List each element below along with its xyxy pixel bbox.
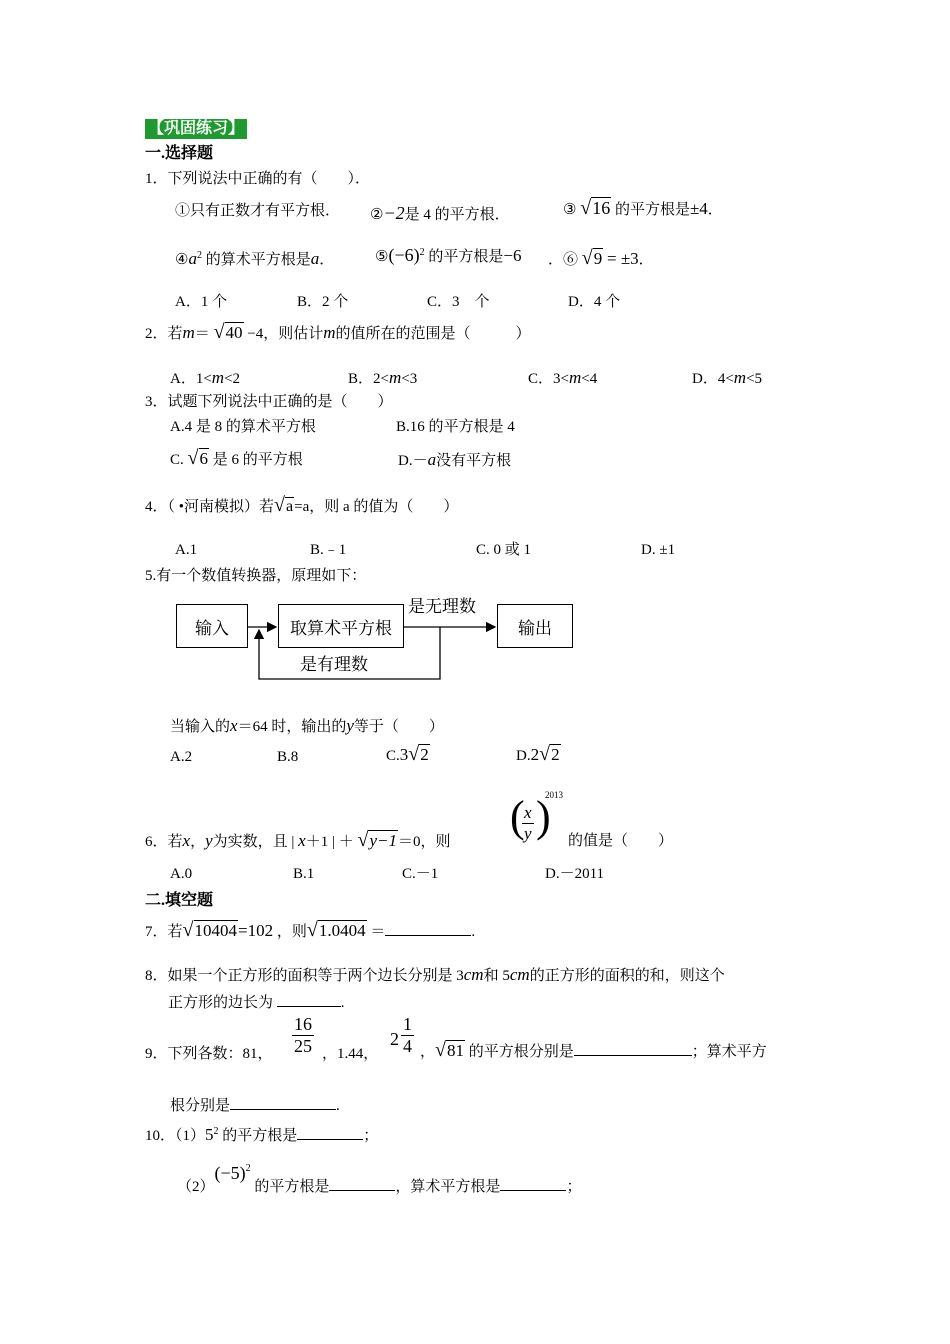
q2-option-d: D．4<m<5 [692,368,763,387]
q5-option-b: B.8 [277,749,299,765]
q3-option-c: C. √6 是 6 的平方根 [170,447,303,469]
q4-option-c: C. 0 或 1 [476,542,532,558]
q1-option-a: A．1 个 [175,294,228,310]
q6-fraction [522,803,534,844]
q4-option-a: A.1 [175,542,198,558]
q9-mid: ，1.44， [322,1046,379,1062]
radical: √1.0404 [306,919,366,941]
q9-line2: 根分别是 . [170,1095,340,1114]
q3-stem: 3．试题下列说法中正确的是（ ） [145,394,393,410]
q5-question: 当输入的x＝64 时，输出的y等于（ ） [170,716,444,735]
q6-exponent: 2013 [545,790,563,800]
flow-box-output: 输出 [497,604,573,648]
q2-option-a: A．1<m<2 [170,368,241,387]
q1-statement-5: $⑤(-6)^2$ 的平方根是−6 [375,245,522,265]
q6-option-c: C.－1 [402,866,439,882]
q10-blank-2[interactable] [329,1176,395,1191]
q6-option-b: B.1 [293,866,315,882]
flow-label-irrational: 是无理数 [408,597,476,616]
q1-option-b: B．2 个 [297,294,349,310]
q8-line2: 正方形的边长为 . [168,992,345,1011]
q4-stem: 4．（ •河南模拟）若√a=a，则 a 的值为（ ） [145,494,459,516]
q9-mixed-fraction [401,1014,414,1057]
radical: √2 [539,743,560,765]
radical: √40 [213,321,243,343]
q2-option-b: B．2<m<3 [348,368,418,387]
q5-option-d: D.2√2 [516,743,560,765]
q1-statement-6: ．⑥ √9 = ±3． [548,247,654,269]
q6-tail: 的值是（ ） [568,833,674,849]
q9-fraction-16-25 [292,1014,314,1057]
q1-statement-3: ③ √16 的平方根是±4． [563,197,723,219]
q2-stem: 2．若m＝ √40 −4，则估计m的值所在的范围是（ ） [145,321,531,343]
q1-option-d: D．4 个 [568,294,621,310]
q1-statement-4: $④a^2$ 的算术平方根是a． [175,249,335,268]
q9-prefix: 9．下列各数：81， [145,1046,273,1062]
q7-stem: 7．若√10404=102 ，则√1.0404 ＝ . [145,919,476,941]
q9-blank-sqrt[interactable] [574,1041,692,1056]
q6-option-a: A.0 [170,866,193,882]
q1-stem: 1．下列说法中正确的有（ ）． [145,171,371,187]
q4-option-b: B.﹣1 [310,542,347,558]
q6-fraction-denominator: y [524,824,532,843]
q3-option-d: D.－a没有平方根 [398,450,512,469]
q10-part2: $(2)(-5)^2$ 的平方根是 ，算术平方根是 ； [177,1163,582,1195]
q1-statement-2: ②−2是 4 的平方根． [370,203,510,223]
radical: √a [274,494,294,516]
section-title-choice: 一.选择题 [145,145,214,162]
section-header: 【巩固练习】 [145,119,247,139]
q4-option-d: D. ±1 [641,542,676,558]
q9-tail: ，√81 的平方根分别是 ；算术平方 [420,1039,767,1061]
q7-answer-blank[interactable] [385,921,471,936]
q10-blank-3[interactable] [500,1176,566,1191]
radical: √y−1 [357,829,397,851]
q6-stem: 6．若x，y为实数，且 | x＋1 | ＋ √y−1＝0，则 [145,829,451,851]
q10-blank-1[interactable] [297,1125,363,1140]
q5-option-c: C.3√2 [386,743,429,765]
q3-option-a: A.4 是 8 的算术平方根 [170,419,316,435]
radical: √2 [408,743,429,765]
q9-fraction-denominator: 25 [294,1036,312,1056]
flow-label-rational: 是有理数 [300,655,368,674]
radical: √9 [581,247,603,269]
radical: √6 [187,447,208,469]
q6-paren-left: ( [510,792,525,841]
q6-fraction-numerator: x [524,803,532,822]
q10-part1: 10．$(1)5^2$ 的平方根是 ； [145,1125,379,1144]
q3-option-b: B.16 的平方根是 4 [396,419,515,435]
q1-statement-1: ①只有正数才有平方根． [175,203,341,219]
q6-option-d: D.－2011 [545,866,605,882]
q1-option-c: C．3 个 [427,294,490,310]
q9-fraction-numerator: 16 [294,1014,312,1034]
section-title-fill: 二.填空题 [145,892,214,909]
q8-answer-blank[interactable] [277,992,341,1007]
radical: √81 [435,1039,464,1061]
radical: √16 [580,197,611,219]
flow-box-sqrt: 取算术平方根 [278,604,404,648]
q5-stem: 5.有一个数值转换器，原理如下： [145,568,367,584]
flow-box-input: 输入 [176,604,248,648]
q2-option-c: C．3<m<4 [528,368,598,387]
q6-paren-right: ) [536,792,551,841]
q9-blank-arith[interactable] [230,1095,336,1110]
q9-mixed-numerator: 1 [403,1014,412,1034]
q9-mixed-denominator: 4 [403,1036,412,1056]
q8-line1: 8．如果一个正方形的面积等于两个边长分别是 3cm和 5cm的正方形的面积的和，则这个 [145,965,725,984]
q5-option-a: A.2 [170,749,193,765]
radical: √10404 [182,919,237,941]
q9-mixed-whole: 2 [390,1029,399,1049]
